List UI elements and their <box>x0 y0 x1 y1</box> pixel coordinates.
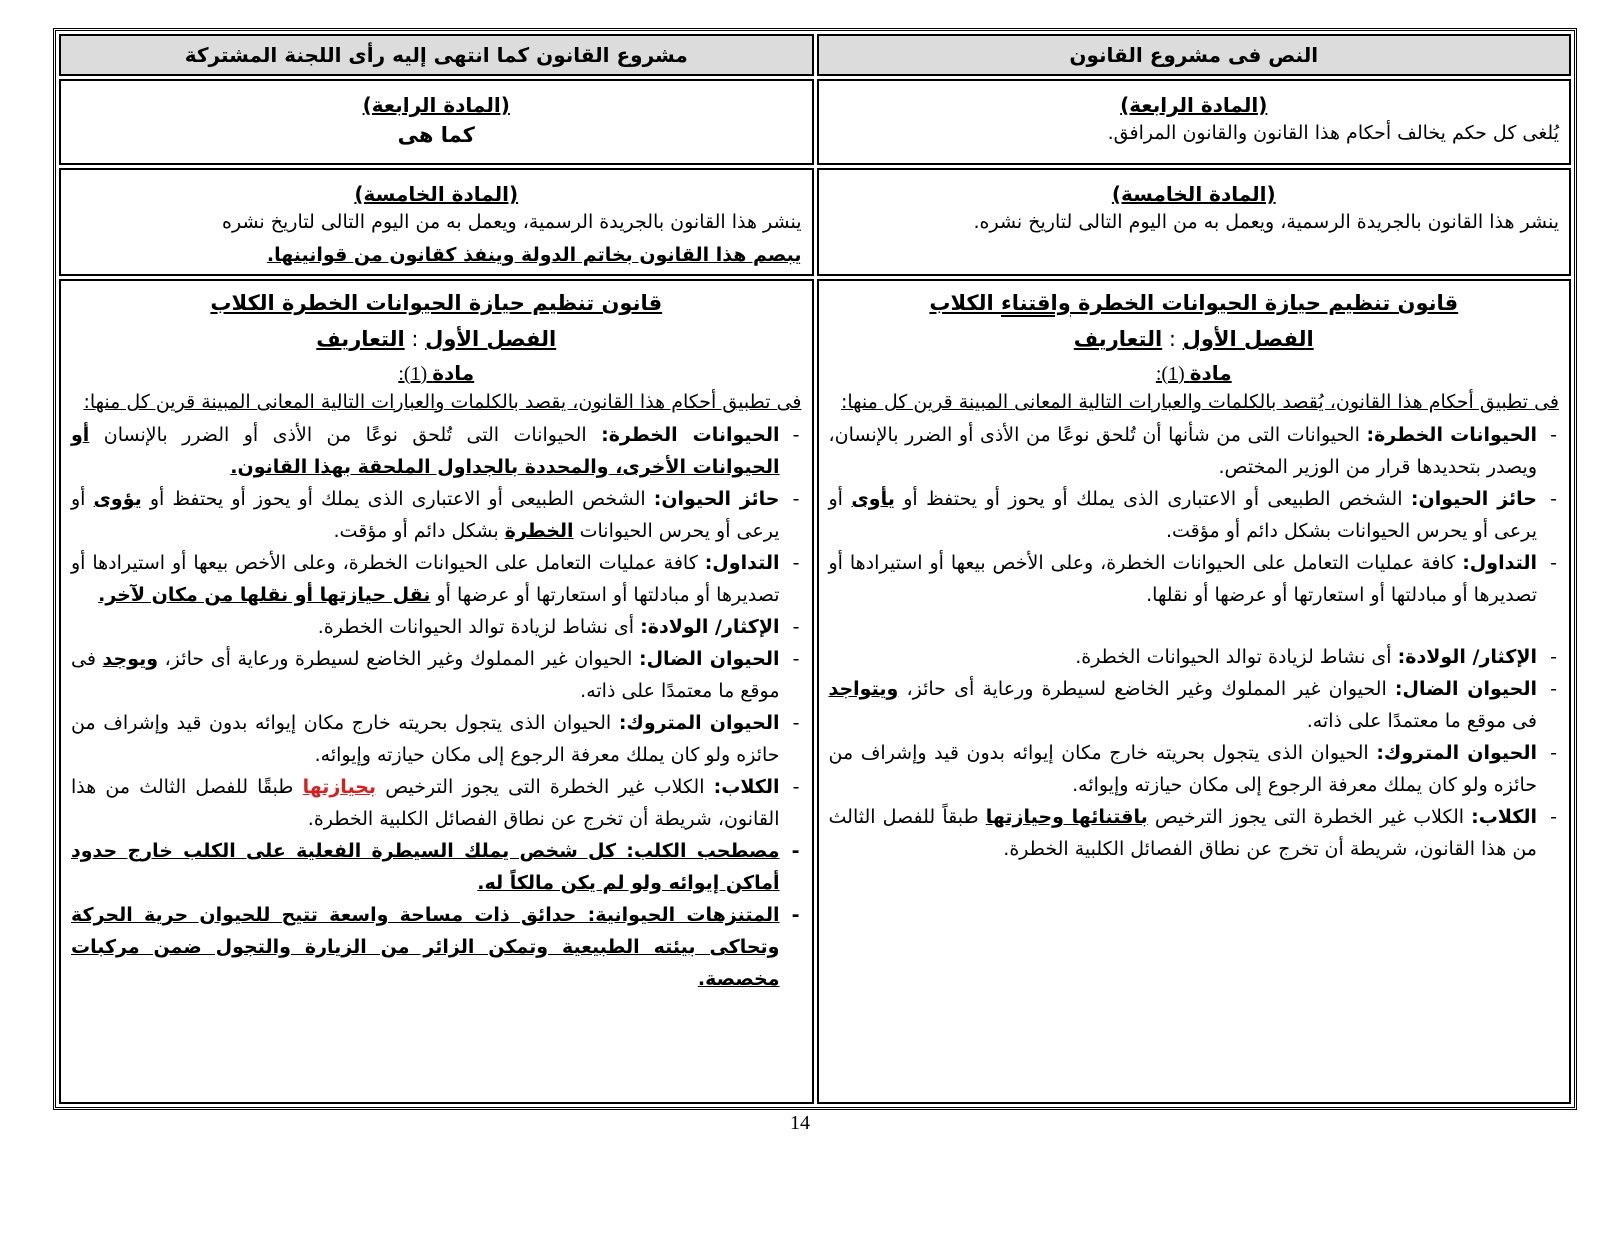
article4-committee-title: (المادة الرابعة) <box>362 93 510 117</box>
def-committee-4: - الإكثار/ الولادة: أى نشاط لزيادة توالد الحيوانات الخطرة. <box>71 611 802 643</box>
article4-committee-cell <box>59 79 814 165</box>
article4-committee-text: كما هى <box>397 123 475 147</box>
def-original-3: - التداول: كافة عمليات التعامل على الحيوانات الخطرة، وعلى الأخص بيعها أو استيرادها أو تصديرها أو مبادلتها أو استعارتها أو عرضها أو نقلها. <box>829 547 1560 611</box>
comparison-table-frame <box>53 28 1577 1110</box>
article5-original-text: ينشر هذا القانون بالجريدة الرسمية، ويعمل به من اليوم التالى لتاريخ نشره. <box>973 211 1559 233</box>
def-original-5: - الحيوان الضال: الحيوان غير المملوك وغير الخاضع لسيطرة ورعاية أى حائز، ويتواجد فى موقع ما معتمدًا على ذاته. <box>829 673 1560 737</box>
def-committee-8: - مصطحب الكلب: كل شخص يملك السيطرة الفعلية على الكلب خارج حدود أماكن إيوائه ولو لم يكن مالكاً له. <box>71 835 802 899</box>
article5-original-cell <box>817 168 1572 276</box>
def-committee-6: - الحيوان المتروك: الحيوان الذى يتجول بحريته خارج مكان إيوائه بدون قيد وإشراف من حائزه ولو كان يملك معرفة الرجوع إلى مكان حيازته وإيوائه. <box>71 707 802 771</box>
law-committee-cell <box>59 279 814 1104</box>
def-committee-9: - المتنزهات الحيوانية: حدائق ذات مساحة واسعة تتيح للحيوان حرية الحركة وتحاكى بيئته الطبيعية وتمكن الزائر من الزيارة والتجول ضمن مركبات مخصصة. <box>71 899 802 995</box>
chapter-committee: الفصل الأول : التعاريف <box>316 327 557 351</box>
spacer <box>829 611 1560 641</box>
article5-committee-text: ينشر هذا القانون بالجريدة الرسمية، ويعمل به من اليوم التالى لتاريخ نشره <box>222 211 802 233</box>
article4-original-title: (المادة الرابعة) <box>1120 93 1268 117</box>
article5-committee-title: (المادة الخامسة) <box>354 182 519 206</box>
chapter-original: الفصل الأول : التعاريف <box>1073 327 1314 351</box>
article1-committee-title: مادة (1): <box>398 361 475 385</box>
header-original: النص فى مشروع القانون <box>817 34 1572 76</box>
article5-committee-added: يبصم هذا القانون بخاتم الدولة وينفذ كقانون من قوانينها. <box>266 244 802 266</box>
article5-row <box>59 168 1571 276</box>
def-original-4: - الإكثار/ الولادة: أى نشاط لزيادة توالد الحيوانات الخطرة. <box>829 641 1560 673</box>
def-original-2: - حائز الحيوان: الشخص الطبيعى أو الاعتبارى الذى يملك أو يحوز أو يحتفظ أو يأوى أو يرعى أو يحرس الحيوانات بشكل دائم أو مؤقت. <box>829 483 1560 547</box>
page-number: 14 <box>790 1112 810 1134</box>
header-row <box>59 34 1571 76</box>
article4-original-cell <box>817 79 1572 165</box>
comparison-table <box>56 31 1574 1107</box>
law-original-title: قانون تنظيم حيازة الحيوانات الخطرة واقتناء الكلاب <box>929 291 1459 315</box>
intro-original: فى تطبيق أحكام هذا القانون، يُقصد بالكلمات والعبارات التالية المعانى المبينة قرين كل منها: <box>840 391 1559 413</box>
law-original-cell <box>817 279 1572 1104</box>
def-original-1: - الحيوانات الخطرة: الحيوانات التى من شأنها أن تُلحق نوعًا من الأذى أو الضرر بالإنسان، ويصدر بتحديدها قرار من الوزير المختص. <box>829 419 1560 483</box>
article5-original-title: (المادة الخامسة) <box>1111 182 1276 206</box>
header-committee: مشروع القانون كما انتهى إليه رأى اللجنة المشتركة <box>59 34 814 76</box>
intro-committee: فى تطبيق أحكام هذا القانون، يقصد بالكلمات والعبارات التالية المعانى المبينة قرين كل منها: <box>83 391 802 413</box>
law-committee-title: قانون تنظيم حيازة الحيوانات الخطرة الكلاب <box>210 291 663 315</box>
article4-row <box>59 79 1571 165</box>
article4-original-text: يُلغى كل حكم يخالف أحكام هذا القانون والقانون المرافق. <box>1107 122 1559 144</box>
law-row <box>59 279 1571 1104</box>
article5-committee-cell <box>59 168 814 276</box>
def-original-6: - الحيوان المتروك: الحيوان الذى يتجول بحريته خارج مكان إيوائه بدون قيد وإشراف من حائزه ولو كان يملك معرفة الرجوع إلى مكان حيازته وإيوائه. <box>829 737 1560 801</box>
def-committee-7: - الكلاب: الكلاب غير الخطرة التى يجوز الترخيص بحيازتها طبقًا للفصل الثالث من هذا القانون، شريطة أن تخرج عن نطاق الفصائل الكلبية الخطرة. <box>71 771 802 835</box>
def-committee-5: - الحيوان الضال: الحيوان غير المملوك وغير الخاضع لسيطرة ورعاية أى حائز، ويوجد فى موقع ما معتمدًا على ذاته. <box>71 643 802 707</box>
def-committee-2: - حائز الحيوان: الشخص الطبيعى أو الاعتبارى الذى يملك أو يحوز أو يحتفظ أو يؤوى أو يرعى أو يحرس الحيوانات الخطرة بشكل دائم أو مؤقت. <box>71 483 802 547</box>
def-original-7: - الكلاب: الكلاب غير الخطرة التى يجوز الترخيص باقتنائها وحيازتها طبقاً للفصل الثالث من هذا القانون، شريطة أن تخرج عن نطاق الفصائل الكلبية الخطرة. <box>829 801 1560 865</box>
article1-original-title: مادة (1): <box>1155 361 1232 385</box>
def-committee-1: - الحيوانات الخطرة: الحيوانات التى تُلحق نوعًا من الأذى أو الضرر بالإنسان أو الحيوانات الأخرى، والمحددة بالجداول الملحقة بهذا القانون. <box>71 419 802 483</box>
def-committee-3: - التداول: كافة عمليات التعامل على الحيوانات الخطرة، وعلى الأخص بيعها أو استيرادها أو تصديرها أو مبادلتها أو استعارتها أو عرضها أو نقل حيازتها أو نقلها من مكان لآخر. <box>71 547 802 611</box>
